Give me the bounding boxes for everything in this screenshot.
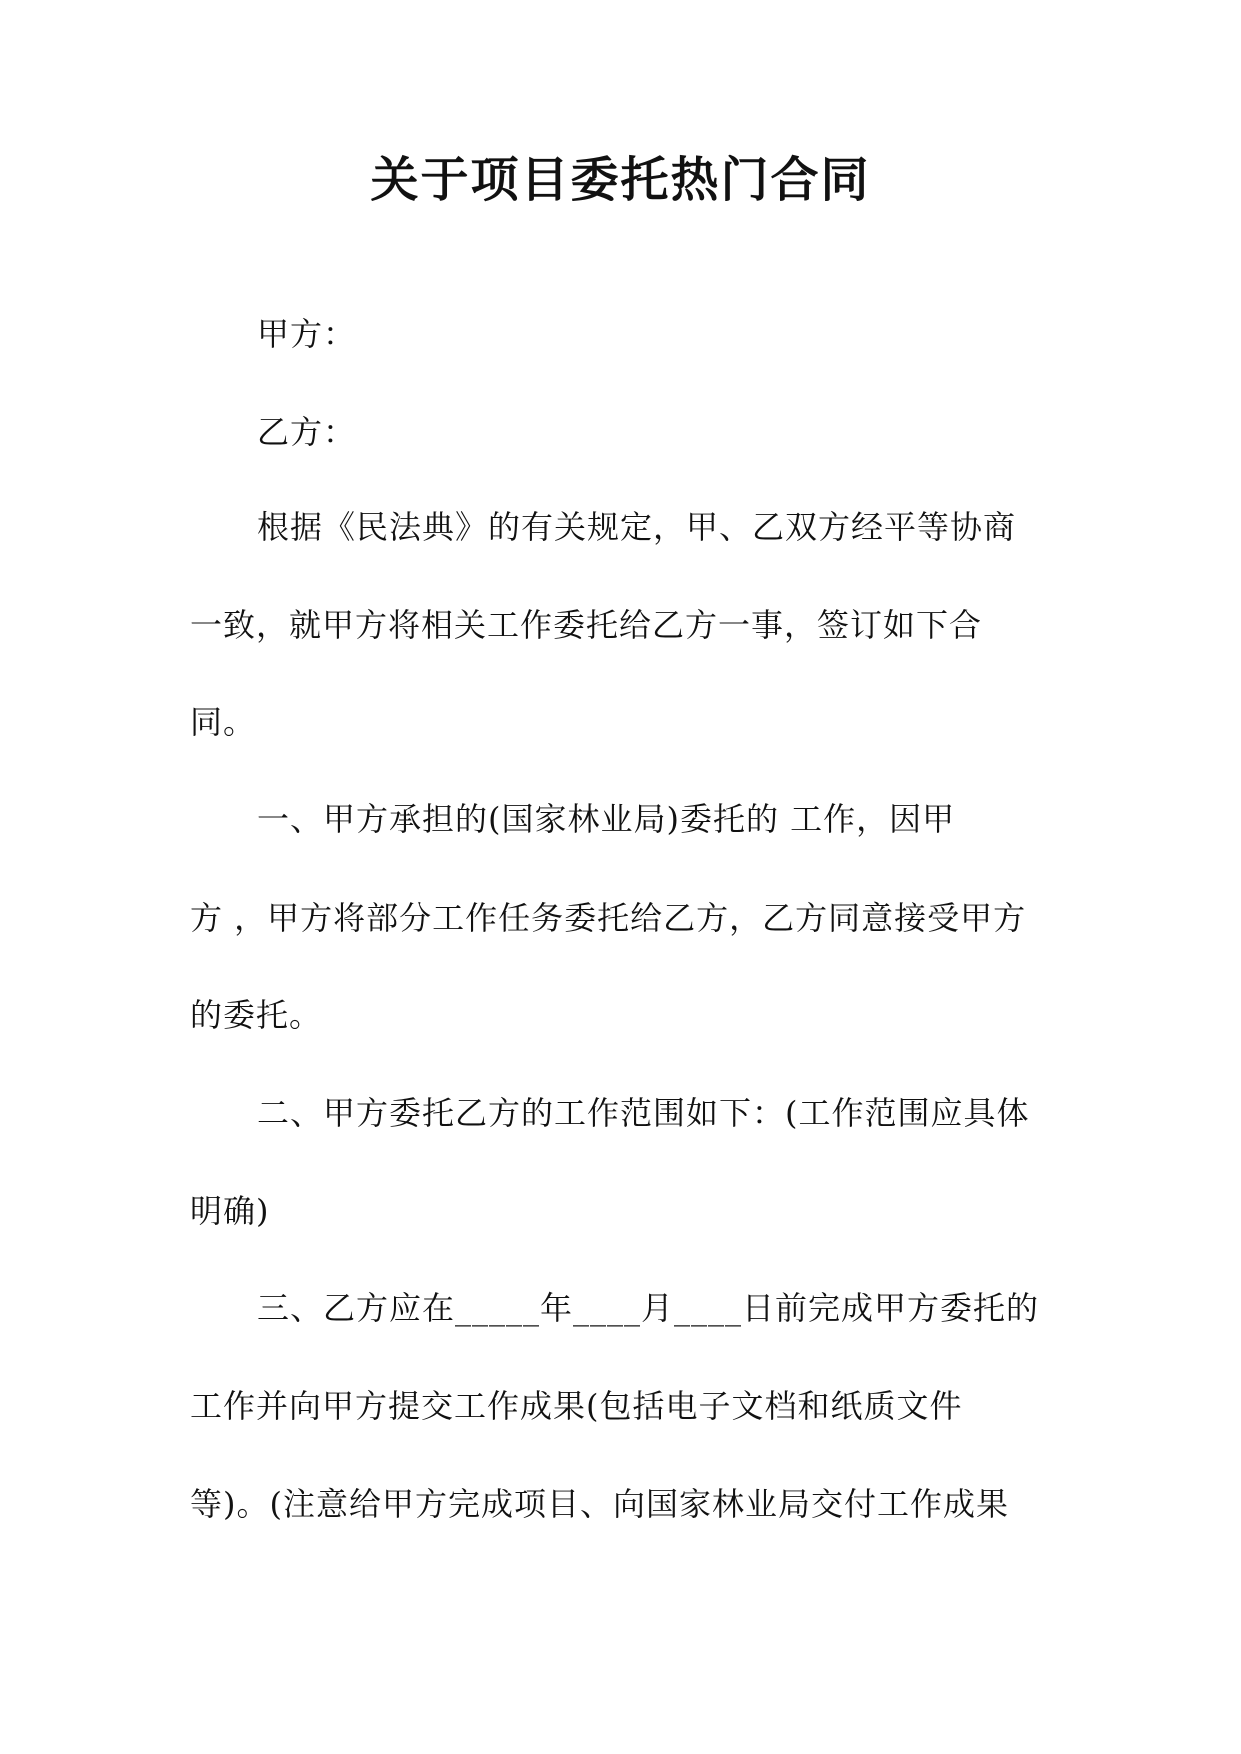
paragraph-line: 一、甲方承担的(国家林业局)委托的 工作，因甲 [257, 800, 956, 838]
party-b-label: 乙方： [257, 413, 357, 451]
paragraph-line: 一致，就甲方将相关工作委托给乙方一事，签订如下合 [190, 606, 983, 644]
paragraph-line: 根据《民法典》的有关规定，甲、乙双方经平等协商 [257, 508, 1017, 546]
paragraph-line: 方 ，甲方将部分工作任务委托给乙方，乙方同意接受甲方 [190, 899, 1027, 937]
paragraph-line: 同。 [190, 703, 257, 741]
paragraph-line: 二、甲方委托乙方的工作范围如下：(工作范围应具体 [257, 1094, 1030, 1132]
party-a-label: 甲方： [257, 315, 357, 353]
paragraph-line: 工作并向甲方提交工作成果(包括电子文档和纸质文件 [190, 1387, 963, 1425]
paragraph-line: 三、乙方应在_____年____月____日前完成甲方委托的 [257, 1289, 1040, 1327]
paragraph-line: 等)。(注意给甲方完成项目、向国家林业局交付工作成果 [190, 1485, 1009, 1523]
document-title: 关于项目委托热门合同 [370, 152, 871, 208]
paragraph-line: 明确) [190, 1192, 270, 1230]
paragraph-line: 的委托。 [190, 996, 323, 1034]
